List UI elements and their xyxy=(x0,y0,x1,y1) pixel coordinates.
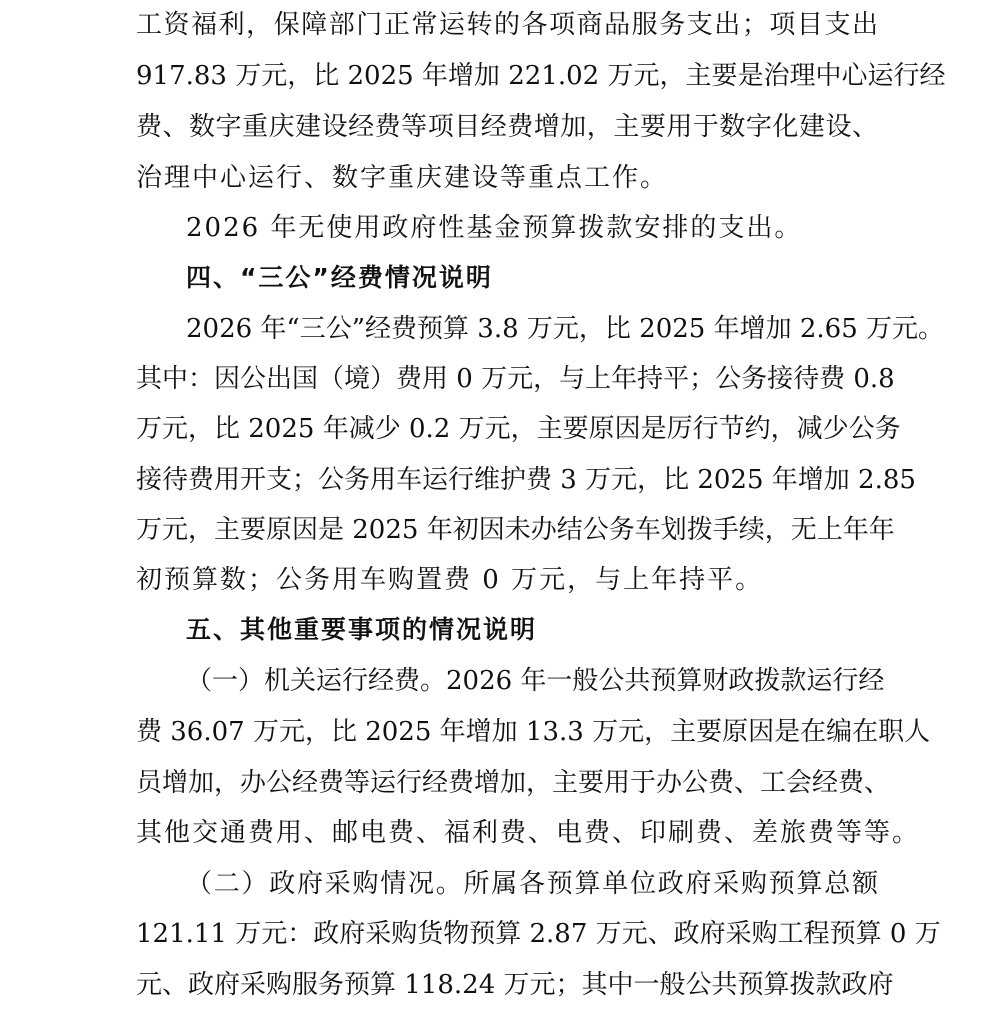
section-heading: 四、“三公”经费情况说明 xyxy=(186,263,493,292)
text-line: 费、数字重庆建设经费等项目经费增加，主要用于数字化建设、 xyxy=(136,112,878,142)
text-line: 元、政府采购服务预算 118.24 万元；其中一般公共预算拨款政府 xyxy=(136,970,894,1000)
text-line: 万元，主要原因是 2025 年初因未办结公务车划拨手续，无上年年 xyxy=(136,515,895,545)
text-line: 万元，比 2025 年减少 0.2 万元，主要原因是厉行节约，减少公务 xyxy=(136,414,901,444)
text-line: 917.83 万元，比 2025 年增加 221.02 万元，主要是治理中心运行经 xyxy=(136,61,946,91)
text-line: 其他交通费用、邮电费、福利费、电费、印刷费、差旅费等等。 xyxy=(136,818,921,848)
text-line: 2026 年“三公”经费预算 3.8 万元，比 2025 年增加 2.65 万元。 xyxy=(186,314,945,344)
text-line: 初预算数；公务用车购置费 0 万元，与上年持平。 xyxy=(136,565,764,595)
text-line: 治理中心运行、数字重庆建设等重点工作。 xyxy=(136,163,669,193)
text-line: 其中：因公出国（境）费用 0 万元，与上年持平；公务接待费 0.8 xyxy=(136,364,895,394)
text-line: 工资福利，保障部门正常运转的各项商品服务支出；项目支出 xyxy=(136,10,878,40)
section-heading: 五、其他重要事项的情况说明 xyxy=(186,615,538,644)
text-line: 接待费用开支；公务用车运行维护费 3 万元，比 2025 年增加 2.85 xyxy=(136,465,916,495)
text-line: （一）机关运行经费。2026 年一般公共预算财政拨款运行经 xyxy=(186,666,885,696)
text-line: （二）政府采购情况。所属各预算单位政府采购预算总额 xyxy=(186,869,878,899)
text-line: 费 36.07 万元，比 2025 年增加 13.3 万元，主要原因是在编在职人 xyxy=(136,717,931,747)
text-line: 员增加，办公经费等运行经费增加，主要用于办公费、工会经费、 xyxy=(136,768,891,798)
text-line: 2026 年无使用政府性基金预算拨款安排的支出。 xyxy=(186,213,803,243)
text-line: 121.11 万元：政府采购货物预算 2.87 万元、政府采购工程预算 0 万 xyxy=(136,919,941,949)
